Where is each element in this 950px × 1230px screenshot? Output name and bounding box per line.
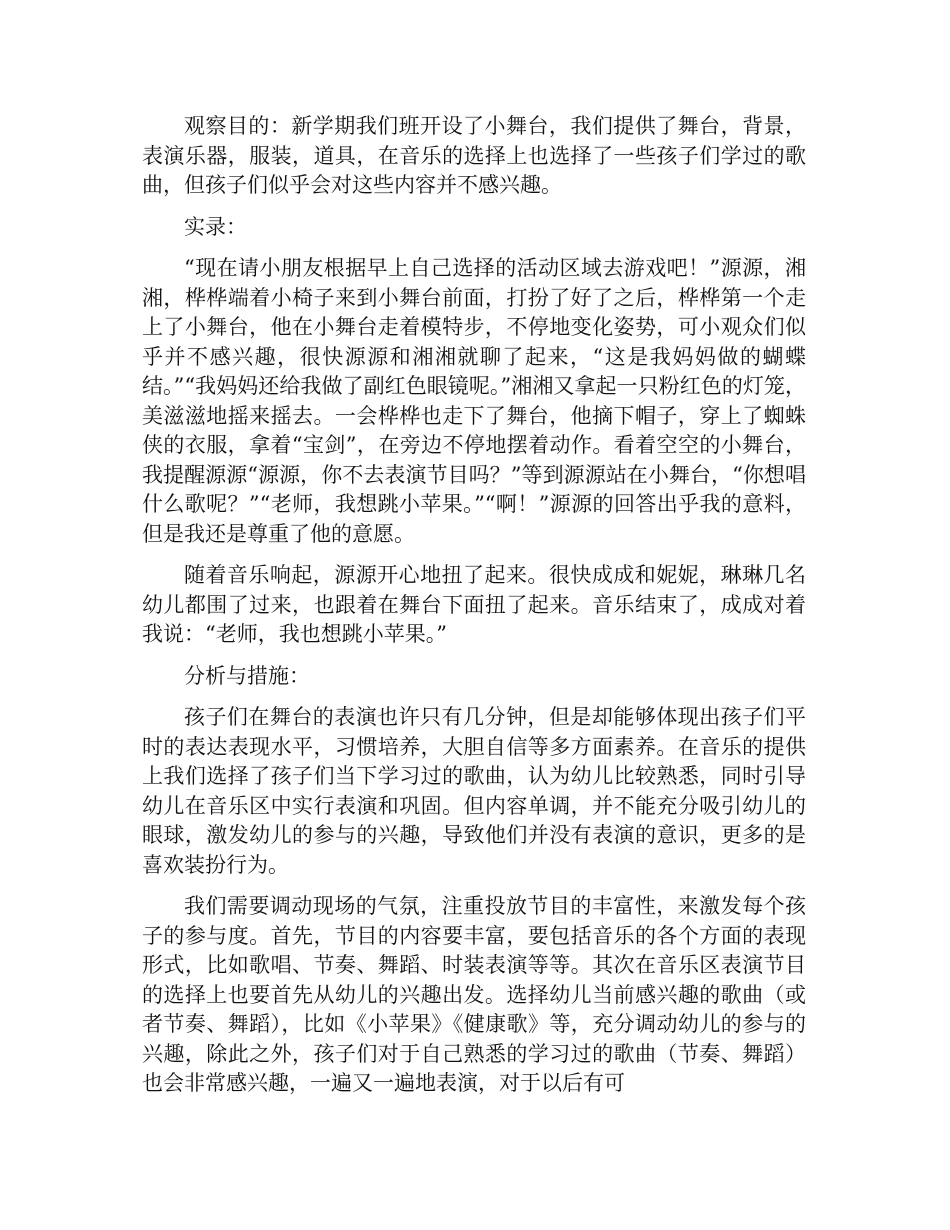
record-heading: 实录：: [184, 214, 247, 239]
analysis-paragraph: 孩子们在舞台的表演也许只有几分钟，但是却能够体现出孩子们平时的表达表现水平，习惯培养，大胆自信等多方面素养。在音乐的提供上我们选择了孩子们当下学习过的歌曲，认为幼儿比较熟悉，同时引导幼儿在音乐区中实行表演和巩固。但内容单调，并不能充分吸引幼儿的眼球，激发幼儿的参与的兴趣，导致他们并没有表演的意识，更多的是喜欢装扮行为。: [142, 705, 806, 877]
document-body: [142, 112, 806, 1111]
observation-purpose-paragraph: 观察目的：新学期我们班开设了小舞台，我们提供了舞台，背景，表演乐器，服装，道具，在音乐的选择上也选择了一些孩子们学过的歌曲，但孩子们似乎会对这些内容并不感兴趣。: [142, 114, 806, 197]
analysis-heading: 分析与措施：: [184, 663, 310, 688]
music-paragraph: 随着音乐响起，源源开心地扭了起来。很快成成和妮妮，琳琳几名幼儿都围了过来，也跟着在舞台下面扭了起来。音乐结束了，成成对着我说：“老师，我也想跳小苹果。”: [142, 563, 806, 646]
measures-paragraph: 我们需要调动现场的气氛，注重投放节目的丰富性，来激发每个孩子的参与度。首先，节目的内容要丰富，要包括音乐的各个方面的表现形式，比如歌唱、节奏、舞蹈、时装表演等等。其次在音乐区表演节目的选择上也要首先从幼儿的兴趣出发。选择幼儿当前感兴趣的歌曲（或者节奏、舞蹈），比如《小苹果》《健康歌》等，充分调动幼儿的参与的兴趣，除此之外，孩子们对于自己熟悉的学习过的歌曲（节奏、舞蹈）也会非常感兴趣，一遍又一遍地表演，对于以后有可: [142, 894, 806, 1095]
record-paragraph: “现在请小朋友根据早上自己选择的活动区域去游戏吧！”源源，湘湘，桦桦端着小椅子来到小舞台前面，打扮了好了之后，桦桦第一个走上了小舞台，他在小舞台走着模特步，不停地变化姿势，可小观众们似乎并不感兴趣，很快源源和湘湘就聊了起来，“这是我妈妈做的蝴蝶结。”“我妈妈还给我做了副红色眼镜呢。”湘湘又拿起一只粉红色的灯笼，美滋滋地摇来摇去。一会桦桦也走下了舞台，他摘下帽子，穿上了蜘蛛侠的衣服，拿着“宝剑”，在旁边不停地摆着动作。看着空空的小舞台，我提醒源源“源源，你不去表演节目吗？”等到源源站在小舞台，“你想唱什么歌呢？”“老师，我想跳小苹果。”“啊！”源源的回答出乎我的意料，但是我还是尊重了他的意愿。: [142, 256, 806, 546]
